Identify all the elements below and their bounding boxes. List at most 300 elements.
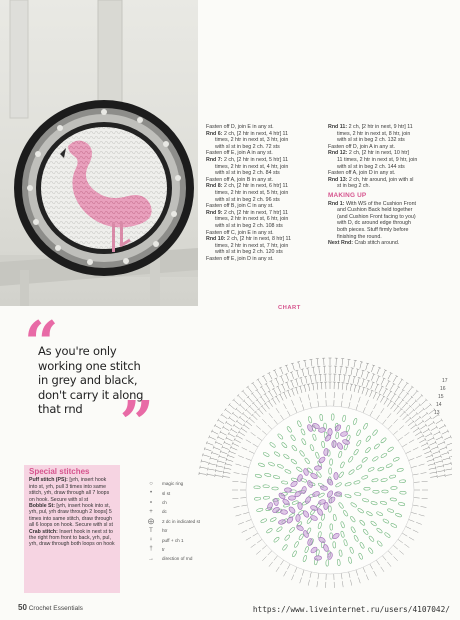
chart-stitch-mark: [300, 397, 302, 403]
chart-stitch-mark: [416, 522, 422, 524]
chart-stitch-mark: [306, 368, 309, 369]
pattern-note: Fasten off A, join D in any st.: [328, 170, 396, 177]
chart-stitch-mark: [309, 375, 312, 376]
chart-stitch-mark: [256, 389, 258, 391]
chart-stitch-mark: [233, 413, 238, 417]
chart-stitch-mark: [225, 464, 232, 466]
chart-stitch-mark: [393, 383, 396, 385]
special-stitch-puff: Puff stitch (PS): [yrh, insert hook into st, yrh, pull 3 times into same stitch, yrh, draw through all 7 loops on hook. Secure with sl st: [29, 477, 110, 503]
pattern-note: Fasten off D, join A in any st.: [328, 143, 396, 150]
chart-stitch-mark: [366, 372, 368, 379]
chart-stitch-mark: [274, 556, 278, 561]
chart-stitch-mark: [363, 567, 365, 573]
chart-stitch-mark: [256, 426, 261, 430]
chart-stitch-mark: [393, 545, 398, 549]
chart-stitch-mark: [238, 395, 243, 400]
chart-stitch-mark: [251, 382, 253, 384]
chart-stitch-mark: [271, 381, 274, 387]
chart-stitch-mark: [262, 406, 266, 411]
chart-stitch-mark: [418, 421, 424, 425]
chart-stitch-mark: [350, 580, 351, 586]
chart-stitch-mark: [390, 384, 394, 390]
chart-stitch-mark: [430, 472, 437, 473]
chart-stitch-mark: [209, 462, 210, 465]
key-item: → direction of rnd: [144, 554, 216, 563]
chart-stitch-mark: [415, 432, 421, 436]
chart-stitch-mark: [391, 404, 395, 410]
key-item: • sl st: [144, 488, 216, 497]
chart-stitch-mark: [234, 400, 239, 405]
chart-stitch-mark: [450, 455, 452, 457]
chart-stitch-mark: [268, 425, 272, 429]
pattern-continuation: (and Cushion Front facing to you): [337, 213, 416, 220]
chart-stitch-mark: [395, 387, 399, 393]
chart-stitch-mark: [431, 427, 437, 431]
chart-stitch-mark: [417, 395, 422, 400]
chart-stitch-mark: [407, 397, 412, 402]
pattern-continuation: both pieces. Stuff firmly before: [337, 226, 409, 233]
chart-stitch-mark: [296, 388, 298, 395]
chart-stitch-mark: [241, 428, 247, 432]
chart-stitch-mark: [201, 461, 208, 463]
chart-stitch-mark: [226, 460, 233, 462]
chart-stitch-mark: [351, 368, 352, 375]
chart-stitch-mark: [310, 376, 311, 383]
chart-stitch-mark: [221, 413, 223, 415]
chart-stitch-mark: [238, 456, 244, 458]
pattern-continuation: with D, dc around edge through: [337, 220, 411, 227]
chart-stitch-mark: [256, 551, 261, 555]
chart-stitch-mark: [318, 573, 319, 579]
chart-stitch-mark: [425, 424, 427, 426]
chart-stitch-mark: [370, 411, 373, 416]
chart-stitch-mark: [356, 369, 359, 370]
round-text: With WS of the Cushion Front: [345, 200, 417, 207]
pattern-continuation: times, 2 htr in next st, 3 htr, join: [215, 137, 289, 144]
chart-stitch-mark: [354, 385, 357, 386]
chart-stitch-mark: [402, 389, 404, 391]
chart-stitch-mark: [228, 416, 230, 418]
chart-stitch-mark: [415, 417, 420, 421]
pattern-round: [206, 210, 320, 217]
chart-stitch-mark: [419, 464, 425, 466]
chart-stitch-mark: [217, 466, 224, 467]
chart-stitch-mark: [262, 556, 266, 560]
chart-stitch-mark: [350, 394, 351, 400]
chart-stitch-mark: [268, 390, 271, 392]
chart-stitch-mark: [358, 386, 360, 393]
chart-stitch-mark: [269, 562, 273, 567]
chart-stitch-mark: [291, 575, 293, 581]
chart-stitch-mark: [241, 505, 247, 506]
chart-stitch-mark: [286, 374, 288, 381]
chart-stitch-mark: [224, 468, 231, 469]
chart-stitch-mark: [272, 399, 276, 405]
chart-stitch-mark: [391, 394, 395, 400]
special-stitch-crab: Crab stitch: Insert hook in next st to the right from front to back, yrh, pul, yrh, draw through both loops on hook: [29, 528, 115, 548]
chart-stitch-mark: [265, 404, 269, 410]
chart-stitch-mark: [241, 474, 247, 475]
chart-stitch-mark: [349, 402, 350, 408]
chart-stitch-mark: [428, 422, 434, 426]
round-label: Rnd 7:: [206, 156, 223, 163]
chart-stitch-mark: [271, 398, 274, 400]
chart-stitch-mark: [354, 385, 356, 392]
chart-stitch-mark: [406, 526, 411, 529]
round-label: Rnd 6:: [206, 130, 223, 137]
chart-stitch-mark: [260, 396, 262, 398]
chart-stitch-mark: [255, 412, 260, 417]
chart-stitch-mark: [411, 512, 417, 514]
cushion-illustration: [0, 0, 198, 306]
chart-stitch-mark: [264, 403, 266, 405]
chart-stitch-mark: [424, 451, 431, 454]
chart-stitch-mark: [264, 393, 266, 395]
chart-stitch-mark: [303, 360, 306, 361]
chart-stitch-mark: [229, 405, 234, 410]
puff-icon: ♀: [148, 537, 154, 544]
chart-stitch-mark: [243, 391, 248, 396]
chart-stitch-mark: [447, 443, 452, 446]
special-stitch-bobble: Bobble St: [yrh, insert hook into st, yrh, pul, yrh draw through 2 loops] 5 times into same stitch, draw through all 6 loops on hook. Secure with sl st: [29, 503, 113, 529]
chart-stitch-mark: [422, 413, 427, 417]
chart-stitch-mark: [244, 425, 250, 429]
chart-stitch-mark: [238, 522, 244, 524]
chart-stitch-mark: [215, 475, 222, 476]
key-item: ⨁ 2 dc in indicated st: [144, 517, 216, 526]
chart-stitch-mark: [222, 426, 224, 429]
chart-stitch-mark: [199, 473, 206, 474]
chart-stitch-mark: [374, 404, 377, 409]
chart-stitch-mark: [412, 413, 417, 418]
key-item: ∘ ch: [144, 498, 216, 507]
chart-stitch-mark: [269, 413, 273, 418]
chart-stitch-mark: [429, 468, 436, 469]
chart-stitch-mark: [209, 437, 215, 440]
chart-stitch-mark: [291, 400, 293, 406]
chart-stitch-mark: [268, 551, 272, 555]
pattern-column-right: [328, 124, 452, 247]
chart-stitch-mark: [446, 474, 452, 475]
key-item: T htr: [144, 526, 216, 535]
chart-stitch-mark: [292, 363, 294, 370]
chart-stitch-mark: [222, 415, 228, 419]
slip-stitch-icon: •: [149, 490, 153, 497]
chart-stitch-mark: [246, 537, 251, 540]
chart-stitch-mark: [371, 382, 374, 388]
chart-puff-pink: [331, 440, 336, 448]
chart-stitch-mark: [436, 420, 442, 424]
pull-quote: [24, 309, 154, 459]
round-text: 2 ch, [2 htr in next, 5 htr] 11: [223, 156, 289, 163]
pattern-continuation: times, 2 htr in next st, 6 htr, join: [215, 216, 289, 223]
chart-round-number: 13: [434, 410, 440, 416]
chart-stitch-mark: [243, 424, 245, 426]
chart-stitch-mark: [200, 466, 201, 469]
chart-stitch-mark: [409, 520, 415, 522]
pull-quote-text: As you're only working one stitch in grey and black, don't carry it along that rnd: [38, 344, 144, 416]
chart-stitch-mark: [428, 464, 435, 466]
chart-stitch-mark: [275, 396, 278, 397]
chart-stitch-mark: [253, 383, 257, 389]
chart-stitch-mark: [398, 396, 400, 398]
chart-stitch-mark: [369, 391, 372, 397]
chart-stitch-mark: [217, 419, 219, 422]
chart-stitch-mark: [209, 463, 216, 465]
chart-stitch-mark: [262, 375, 265, 377]
chart-stitch-mark: [205, 449, 212, 451]
crochet-chart-diagram: [180, 312, 452, 602]
chart-stitch-mark: [366, 381, 368, 388]
chart-stitch-mark: [240, 482, 246, 483]
chart-stitch-mark: [363, 407, 365, 413]
htr-icon: T: [149, 527, 153, 534]
chart-stitch-mark: [299, 362, 301, 369]
chart-stitch-mark: [257, 539, 262, 543]
chart-stitch-mark: [414, 482, 420, 483]
key-item: + dc: [144, 507, 216, 516]
chart-title: CHART: [278, 305, 301, 311]
chart-stitch-mark: [383, 370, 386, 376]
chart-stitch-mark: [246, 520, 252, 522]
chart-stitch-mark: [274, 420, 278, 425]
chart-stitch-mark: [248, 387, 252, 392]
chart-stitch-mark: [212, 453, 219, 455]
chart-stitch-mark: [215, 425, 221, 428]
chart-stitch-mark: [216, 442, 222, 445]
round-text: 2 ch, [2 htr in next, 10 htr]: [348, 150, 409, 157]
chart-stitch-mark: [449, 449, 452, 451]
chart-stitch-mark: [252, 415, 257, 420]
pattern-round: [328, 177, 452, 184]
chart-stitch-mark: [231, 429, 237, 433]
tr-icon: †: [149, 546, 153, 553]
chart-stitch-mark: [418, 427, 420, 429]
chart-stitch-mark: [229, 451, 236, 454]
chart-stitch-mark: [261, 397, 265, 403]
chart-stitch-mark: [249, 526, 254, 529]
chart-stitch-mark: [413, 530, 418, 533]
chart-stitch-mark: [318, 401, 319, 407]
round-label: Rnd 8:: [206, 183, 223, 190]
chart-puff-pink: [296, 514, 301, 521]
chart-stitch-mark: [297, 371, 299, 378]
chart-stitch-mark: [430, 416, 432, 418]
chart-stitch-mark: [276, 378, 279, 384]
chart-stitch-mark: [284, 404, 287, 409]
chart-stitch-mark: [240, 498, 246, 499]
round-text: 2 ch, htr around, join with sl: [348, 176, 414, 183]
chart-stitch-mark: [422, 420, 424, 422]
round-label: Rnd 10:: [206, 236, 226, 243]
chart-stitch-mark: [258, 379, 262, 385]
chart-stitch-mark: [234, 506, 240, 507]
chart-stitch-mark: [383, 389, 386, 395]
chart-stitch-mark: [321, 382, 322, 389]
chart-stitch-mark: [388, 425, 392, 429]
page-number: 50: [18, 603, 27, 612]
special-stitches-title: Special stitches: [29, 467, 90, 476]
chart-stitch-mark: [351, 368, 354, 369]
chart-stitch-mark: [287, 411, 290, 416]
chart-stitch-mark: [346, 383, 347, 390]
chart-stitch-mark: [444, 463, 451, 465]
chart-stitch-mark: [403, 415, 408, 420]
chart-puff-pink: [284, 488, 291, 493]
chart-stitch-mark: [360, 361, 363, 362]
chart-stitch-mark: [243, 512, 249, 514]
chart-stitch-mark: [439, 425, 445, 428]
special-stitches-box: [24, 465, 120, 593]
chart-stitch-mark: [248, 397, 253, 402]
chart-stitch-mark: [393, 376, 397, 382]
chart-stitch-mark: [218, 437, 224, 440]
chart-stitch-mark: [210, 458, 217, 460]
chart-stitch-mark: [381, 567, 384, 572]
chart-stitch-mark: [399, 426, 404, 430]
pattern-round: [206, 236, 320, 243]
chart-stitch-mark: [249, 451, 254, 454]
pattern-note: Fasten off B, join C in any st.: [206, 203, 274, 210]
chart-stitch-mark: [413, 391, 418, 396]
chart-stitch-mark: [224, 466, 225, 469]
chart-stitch-mark: [341, 367, 342, 374]
chart-stitch-mark: [376, 376, 379, 382]
chart-stitch-mark: [356, 369, 358, 376]
chart-stitch-mark: [286, 365, 288, 372]
chart-stitch-mark: [427, 438, 433, 441]
chart-stitch-mark: [313, 367, 314, 374]
pattern-continuation: times, 2 htr in next st, 4 htr, join: [215, 163, 289, 170]
chart-stitch-mark: [276, 396, 279, 402]
chart-stitch-mark: [208, 467, 209, 470]
chart-stitch-mark: [419, 514, 425, 516]
chart-stitch-mark: [445, 469, 452, 470]
chart-stitch-mark: [387, 562, 391, 567]
chart-stitch-mark: [415, 405, 420, 410]
chart-stitch-mark: [273, 389, 276, 395]
chart-stitch-mark: [296, 379, 298, 386]
chart-stitch-mark: [301, 369, 304, 370]
chart-stitch-mark: [228, 455, 235, 457]
chart-stitch-mark: [388, 373, 391, 379]
chart-stitch-mark: [388, 551, 392, 555]
chart-stitch-mark: [234, 425, 240, 429]
chart-stitch-mark: [233, 424, 235, 426]
chart-stitch-mark: [433, 432, 439, 435]
chart-stitch-mark: [386, 398, 389, 400]
chart-puff-pink: [334, 472, 339, 479]
chart-stitch-mark: [218, 461, 225, 463]
chart-stitch-mark: [230, 428, 232, 431]
chart-stitch-mark: [253, 444, 258, 447]
chart-stitch-mark: [416, 456, 422, 458]
pattern-round: [328, 240, 452, 247]
pattern-column-left: [206, 124, 320, 262]
chart-stitch-mark: [423, 429, 429, 433]
chart-stitch-mark: [421, 506, 427, 507]
chart-stitch-mark: [451, 462, 452, 465]
chart-stitch-mark: [413, 428, 419, 432]
chart-puff-pink: [314, 556, 321, 561]
chart-stitch-mark: [266, 384, 270, 390]
chart-stitch-mark: [394, 556, 398, 560]
chart-stitch-mark: [406, 382, 408, 384]
chart-stitch-mark: [436, 426, 438, 429]
chart-stitch-mark: [443, 464, 444, 467]
chart-stitch-mark: [220, 432, 226, 435]
chart-stitch-mark: [300, 386, 302, 393]
chart-stitch-mark: [437, 471, 444, 472]
chart-stitch-mark: [265, 383, 268, 385]
chart-stitch-mark: [287, 564, 290, 569]
chart-round-number: 14: [436, 402, 442, 408]
chart-stitch-mark: [247, 421, 252, 425]
chart-stitch-mark: [371, 365, 373, 372]
chart-stitch-mark: [222, 447, 228, 450]
chart-stitch-mark: [243, 466, 249, 468]
chart-stitch-mark: [386, 381, 389, 387]
round-label: Rnd 11:: [328, 124, 348, 130]
chart-stitch-mark: [393, 403, 395, 405]
key-item: † tr: [144, 545, 216, 554]
chart-stitch-mark: [233, 443, 239, 446]
chart-stitch-mark: [398, 437, 403, 441]
chart-stitch-mark: [440, 447, 447, 449]
chart-stitch-mark: [304, 385, 306, 392]
chart-stitch-mark: [401, 379, 404, 381]
magic-ring-icon: ○: [149, 480, 153, 487]
chart-stitch-mark: [441, 419, 443, 422]
chart-stitch-mark: [203, 455, 210, 457]
chart-stitch-mark: [257, 390, 261, 396]
chart-stitch-mark: [419, 439, 425, 442]
chart-stitch-mark: [259, 409, 264, 414]
chart-stitch-mark: [436, 461, 443, 463]
chart-stitch-mark: [409, 440, 414, 443]
chart-stitch-mark: [269, 401, 273, 407]
chart-stitch-mark: [373, 392, 376, 398]
chart-stitch-mark: [207, 474, 214, 475]
chart-stitch-mark: [422, 498, 428, 499]
chart-stitch-mark: [249, 418, 254, 423]
chart-stitch-mark: [236, 409, 241, 414]
chart-stitch-mark: [402, 533, 407, 536]
chart-stitch-mark: [223, 427, 229, 431]
chart-stitch-mark: [438, 475, 445, 476]
chart-stitch-mark: [421, 443, 427, 446]
chart-stitch-mark: [405, 418, 410, 423]
chart-stitch-mark: [405, 406, 410, 411]
chart-stitch-mark: [229, 418, 235, 422]
chart-stitch-mark: [257, 400, 261, 405]
chart-stitch-mark: [229, 434, 235, 437]
chart-stitch-mark: [295, 567, 297, 573]
chart-stitch-mark: [225, 462, 226, 465]
chart-stitch-mark: [354, 360, 357, 361]
chart-stitch-mark: [425, 418, 431, 422]
chart-stitch-mark: [218, 420, 224, 424]
cushion-photo: [0, 0, 198, 306]
chart-stitch-mark: [404, 432, 409, 436]
chart-stitch-mark: [342, 393, 343, 399]
chart-stitch-mark: [262, 431, 267, 435]
chart-stitch-mark: [240, 417, 245, 421]
chart-stitch-mark: [300, 577, 302, 583]
chart-stitch-mark: [278, 386, 281, 392]
crochet-chart: [180, 312, 452, 607]
chart-stitch-mark: [280, 415, 283, 420]
